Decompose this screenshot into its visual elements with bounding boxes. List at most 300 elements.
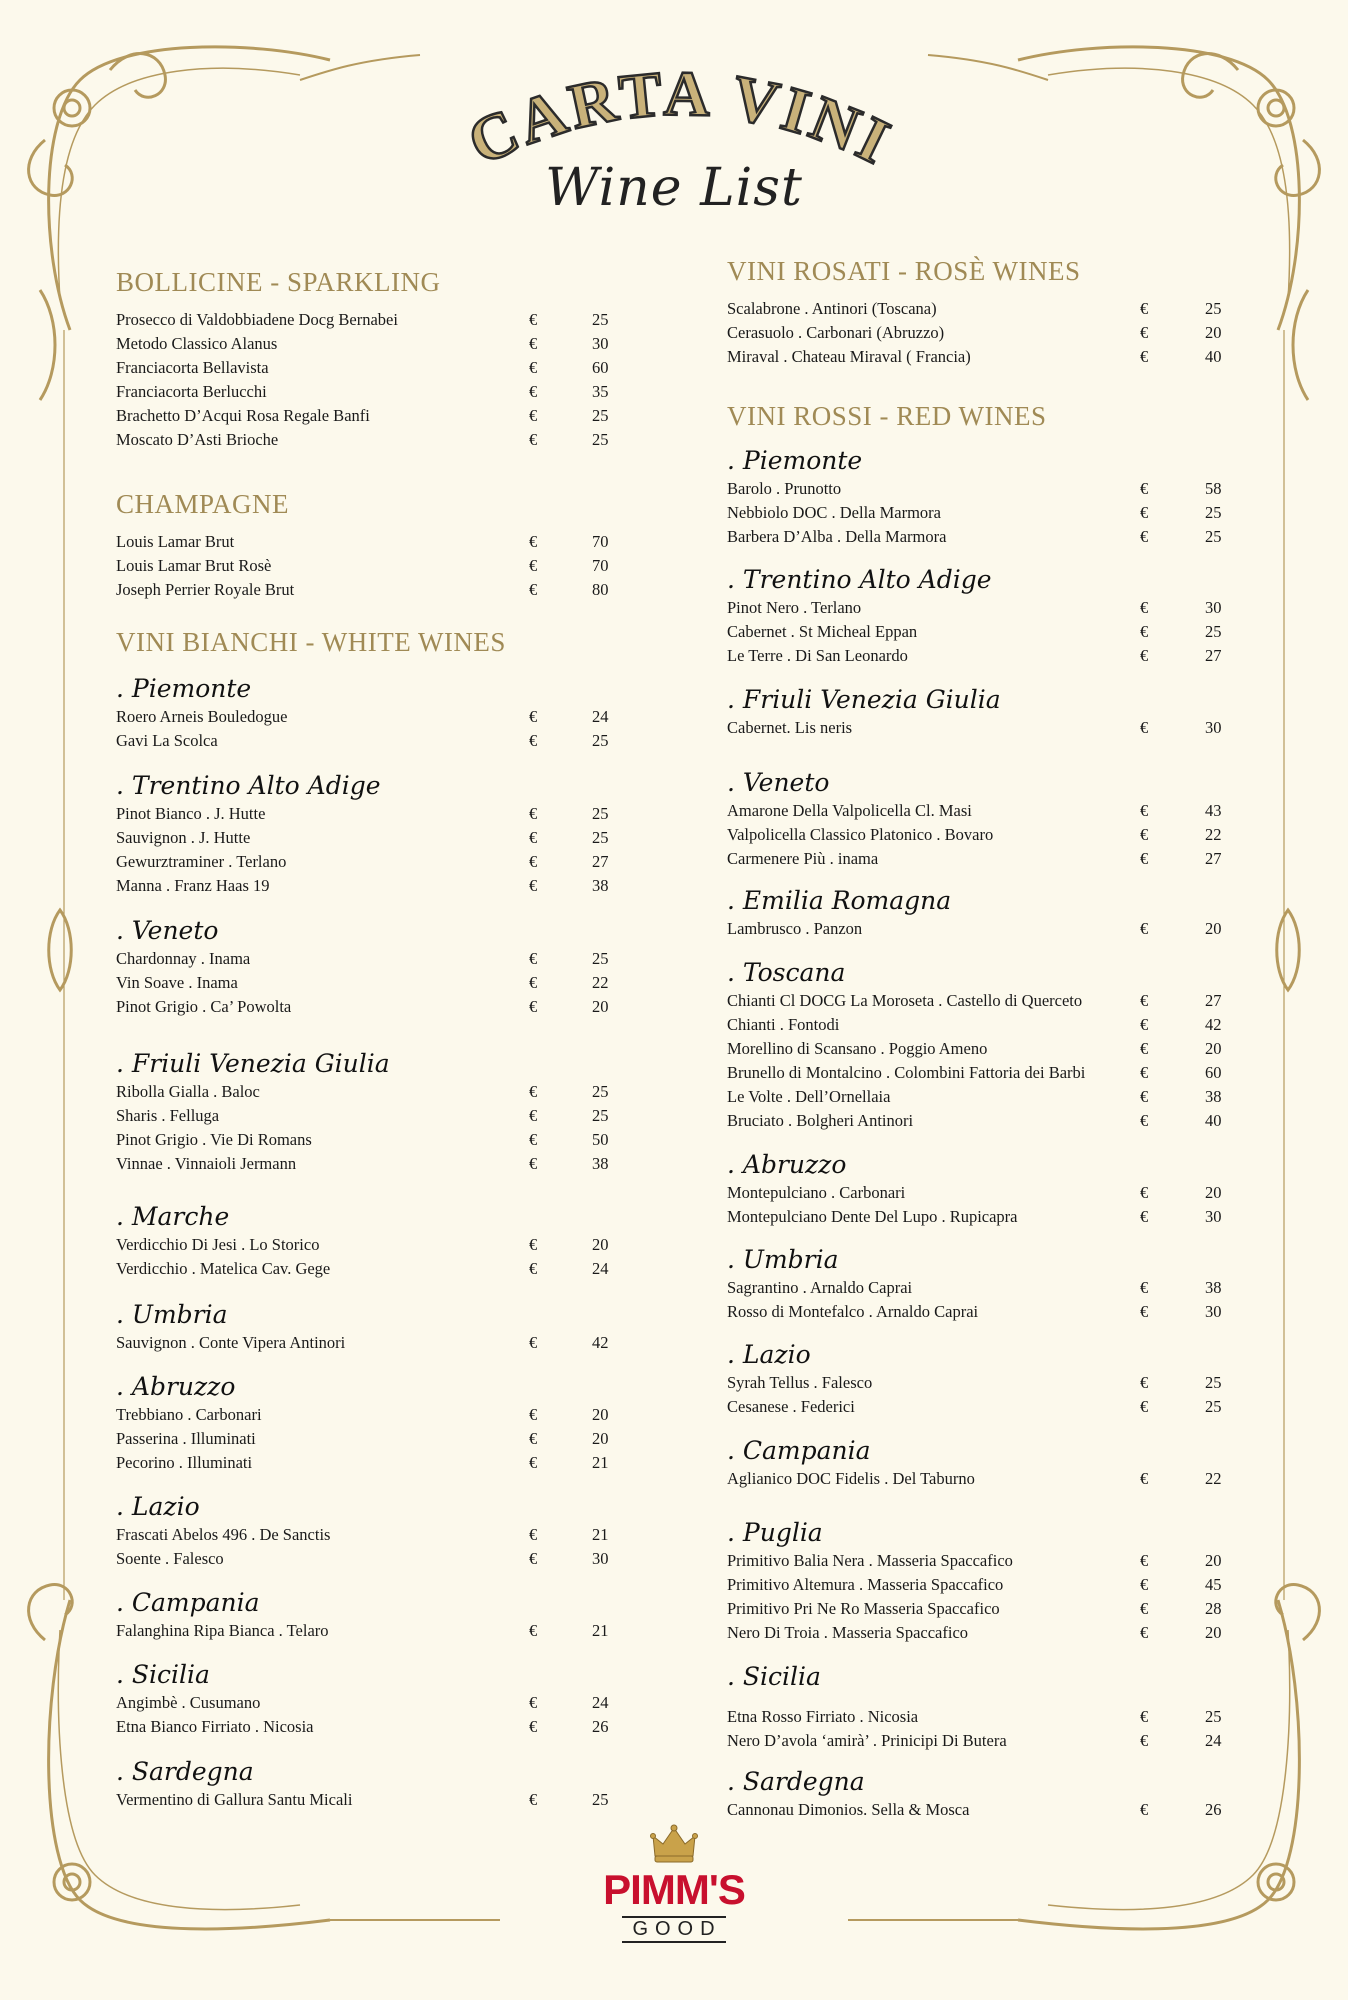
region-title: . Marche: [116, 1202, 230, 1231]
currency-symbol: €: [1140, 1207, 1149, 1226]
currency-symbol: €: [529, 310, 538, 329]
region-group: [116, 916, 636, 1019]
currency-symbol: €: [1140, 1623, 1149, 1642]
currency-symbol: €: [529, 1235, 538, 1254]
currency-symbol: €: [1140, 849, 1149, 868]
wine-name: Louis Lamar Brut: [116, 532, 235, 551]
wine-price: 60: [592, 358, 609, 377]
wine-name: Chianti Cl DOCG La Moroseta . Castello di Querceto: [727, 991, 1083, 1010]
wine-price: 40: [1205, 347, 1222, 366]
section-title: VINI ROSSI - RED WINES: [727, 401, 1047, 431]
currency-symbol: €: [1140, 1707, 1149, 1726]
wine-row: [727, 1798, 1227, 1822]
wine-name: Nebbiolo DOC . Della Marmora: [727, 503, 941, 522]
region-group: [727, 886, 1227, 941]
wine-name: Primitivo Pri Ne Ro Masseria Spaccafico: [727, 1599, 1000, 1618]
currency-symbol: €: [529, 1130, 538, 1149]
wine-price: 27: [592, 852, 609, 871]
wine-name: Frascati Abelos 496 . De Sanctis: [116, 1525, 331, 1544]
currency-symbol: €: [529, 556, 538, 575]
wine-row: [727, 1013, 1227, 1037]
region-group: [116, 1202, 636, 1281]
wine-price: 30: [1205, 1207, 1222, 1226]
wine-price: 25: [592, 731, 609, 750]
wine-price: 25: [592, 949, 609, 968]
region-title: . Piemonte: [116, 674, 252, 703]
wine-name: Ribolla Gialla . Baloc: [116, 1082, 260, 1101]
wine-name: Roero Arneis Bouledogue: [116, 707, 288, 726]
wine-row: [116, 1128, 636, 1152]
wine-price: 27: [1205, 849, 1222, 868]
wine-list: [116, 530, 636, 602]
wine-row: [727, 644, 1227, 668]
wine-name: Brachetto D’Acqui Rosa Regale Banfi: [116, 406, 370, 425]
currency-symbol: €: [1140, 1551, 1149, 1570]
wine-name: Etna Rosso Firriato . Nicosia: [727, 1707, 919, 1726]
region-group: [727, 958, 1227, 1133]
region-group: [727, 1767, 1227, 1822]
currency-symbol: €: [529, 876, 538, 895]
wine-list: [116, 802, 636, 898]
wine-row: [727, 477, 1227, 501]
wine-list: [727, 989, 1227, 1133]
brand-name: PIMM'S: [603, 1866, 745, 1913]
wine-list: [727, 1467, 1227, 1491]
wine-row: [727, 1276, 1227, 1300]
wine-name: Soente . Falesco: [116, 1549, 224, 1568]
wine-row: [116, 356, 636, 380]
wine-row: [116, 1080, 636, 1104]
wine-price: 35: [592, 382, 609, 401]
currency-symbol: €: [1140, 646, 1149, 665]
wine-row: [727, 297, 1227, 321]
region-group: [727, 1150, 1227, 1229]
wine-row: [727, 596, 1227, 620]
wine-row: [116, 578, 636, 602]
wine-name: Valpolicella Classico Platonico . Bovaro: [727, 825, 994, 844]
currency-symbol: €: [529, 1693, 538, 1712]
wine-name: Sauvignon . Conte Vipera Antinori: [116, 1333, 346, 1352]
currency-symbol: €: [1140, 1063, 1149, 1082]
wine-list: [727, 799, 1227, 871]
wine-row: [116, 1403, 636, 1427]
wine-price: 80: [592, 580, 609, 599]
wine-price: 42: [592, 1333, 609, 1352]
wine-price: 20: [592, 1429, 609, 1448]
wine-name: Cabernet. Lis neris: [727, 718, 853, 737]
region-title: . Toscana: [727, 958, 846, 987]
wine-row: [116, 380, 636, 404]
currency-symbol: €: [529, 1525, 538, 1544]
wine-row: [116, 308, 636, 332]
wine-row: [116, 1715, 636, 1739]
wine-name: Le Terre . Di San Leonardo: [727, 646, 908, 665]
currency-symbol: €: [529, 1717, 538, 1736]
currency-symbol: €: [529, 334, 538, 353]
currency-symbol: €: [529, 828, 538, 847]
wine-list: [727, 297, 1227, 369]
currency-symbol: €: [529, 1453, 538, 1472]
wine-price: 20: [1205, 919, 1222, 938]
wine-price: 43: [1205, 801, 1222, 820]
region-group: [727, 446, 1227, 549]
wine-price: 24: [592, 707, 609, 726]
region-group: [116, 1300, 636, 1355]
wine-price: 25: [592, 828, 609, 847]
wine-name: Gavi La Scolca: [116, 731, 218, 750]
wine-price: 25: [592, 1082, 609, 1101]
wine-price: 27: [1205, 646, 1222, 665]
section-title: BOLLICINE - SPARKLING: [116, 267, 441, 297]
region-title: . Trentino Alto Adige: [116, 771, 381, 800]
region-title: . Abruzzo: [727, 1150, 847, 1179]
section-title: CHAMPAGNE: [116, 489, 290, 519]
wine-row: [116, 995, 636, 1019]
wine-name: Metodo Classico Alanus: [116, 334, 278, 353]
wine-name: Montepulciano . Carbonari: [727, 1183, 906, 1202]
region-group: [727, 565, 1227, 668]
pimms-logo: [596, 1822, 752, 1972]
wine-name: Bruciato . Bolgheri Antinori: [727, 1111, 914, 1130]
wine-price: 30: [1205, 1302, 1222, 1321]
region-title: . Lazio: [116, 1492, 200, 1521]
wine-row: [116, 428, 636, 452]
wine-name: Cannonau Dimonios. Sella & Mosca: [727, 1800, 970, 1819]
currency-symbol: €: [529, 804, 538, 823]
wine-price: 20: [592, 1235, 609, 1254]
wine-list: [727, 1705, 1227, 1753]
region-title: . Piemonte: [727, 446, 863, 475]
wine-name: Vin Soave . Inama: [116, 973, 238, 992]
currency-symbol: €: [529, 949, 538, 968]
currency-symbol: €: [1140, 1302, 1149, 1321]
wine-price: 25: [1205, 622, 1222, 641]
wine-row: [727, 847, 1227, 871]
wine-name: Rosso di Montefalco . Arnaldo Caprai: [727, 1302, 979, 1321]
wine-row: [727, 1549, 1227, 1573]
currency-symbol: €: [1140, 479, 1149, 498]
wine-name: Nero D’avola ‘amirà’ . Prinicipi Di Butera: [727, 1731, 1007, 1750]
wine-name: Moscato D’Asti Brioche: [116, 430, 279, 449]
wine-price: 27: [1205, 991, 1222, 1010]
wine-price: 22: [1205, 1469, 1222, 1488]
region-group: [116, 1757, 636, 1812]
wine-price: 24: [592, 1259, 609, 1278]
wine-row: [116, 971, 636, 995]
region-title: . Veneto: [727, 768, 830, 797]
wine-name: Verdicchio . Matelica Cav. Gege: [116, 1259, 331, 1278]
wine-name: Joseph Perrier Royale Brut: [116, 580, 295, 599]
currency-symbol: €: [1140, 919, 1149, 938]
wine-name: Louis Lamar Brut Rosè: [116, 556, 272, 575]
region-group: [727, 1436, 1227, 1491]
wine-row: [116, 554, 636, 578]
wine-price: 26: [592, 1717, 609, 1736]
region-group: [116, 1049, 636, 1176]
wine-price: 38: [592, 1154, 609, 1173]
currency-symbol: €: [529, 707, 538, 726]
wine-list: [727, 716, 1227, 740]
region-title: . Campania: [116, 1588, 260, 1617]
wine-list: [727, 477, 1227, 549]
region-group: [116, 1588, 636, 1643]
wine-name: Montepulciano Dente Del Lupo . Rupicapra: [727, 1207, 1018, 1226]
wine-name: Sharis . Felluga: [116, 1106, 220, 1125]
region-group: [727, 768, 1227, 871]
wine-list: [727, 596, 1227, 668]
region-group: [727, 1518, 1227, 1645]
currency-symbol: €: [1140, 622, 1149, 641]
wine-list: [116, 1691, 636, 1739]
wine-row: [727, 1573, 1227, 1597]
wine-price: 25: [592, 1790, 609, 1809]
currency-symbol: €: [1140, 718, 1149, 737]
wine-name: Miraval . Chateau Miraval ( Francia): [727, 347, 971, 366]
currency-symbol: €: [1140, 1469, 1149, 1488]
wine-list: [116, 1080, 636, 1176]
region-title: . Umbria: [116, 1300, 228, 1329]
wine-name: Angimbè . Cusumano: [116, 1693, 261, 1712]
region-title: . Puglia: [727, 1518, 823, 1547]
currency-symbol: €: [529, 1621, 538, 1640]
wine-name: Primitivo Altemura . Masseria Spaccafico: [727, 1575, 1004, 1594]
wine-name: Chardonnay . Inama: [116, 949, 251, 968]
wine-price: 21: [592, 1525, 609, 1544]
wine-row: [116, 802, 636, 826]
wine-row: [727, 1621, 1227, 1645]
wine-name: Chianti . Fontodi: [727, 1015, 840, 1034]
wine-name: Amarone Della Valpolicella Cl. Masi: [727, 801, 972, 820]
wine-row: [116, 1547, 636, 1571]
currency-symbol: €: [529, 532, 538, 551]
wine-row: [727, 1300, 1227, 1324]
wine-price: 25: [592, 430, 609, 449]
wine-name: Primitivo Balia Nera . Masseria Spaccafico: [727, 1551, 1013, 1570]
wine-row: [116, 1619, 636, 1643]
wine-price: 40: [1205, 1111, 1222, 1130]
wine-price: 25: [1205, 1397, 1222, 1416]
currency-symbol: €: [529, 1429, 538, 1448]
wine-row: [116, 1104, 636, 1128]
wine-name: Sagrantino . Arnaldo Caprai: [727, 1278, 913, 1297]
wine-price: 38: [592, 876, 609, 895]
currency-symbol: €: [529, 852, 538, 871]
wine-list: [727, 1549, 1227, 1645]
wine-price: 25: [592, 406, 609, 425]
currency-symbol: €: [1140, 1015, 1149, 1034]
wine-row: [727, 989, 1227, 1013]
region-title: . Abruzzo: [116, 1372, 236, 1401]
wine-row: [727, 1205, 1227, 1229]
section-champagne: [116, 489, 636, 602]
currency-symbol: €: [529, 997, 538, 1016]
currency-symbol: €: [1140, 503, 1149, 522]
currency-symbol: €: [1140, 1800, 1149, 1819]
wine-row: [116, 826, 636, 850]
currency-symbol: €: [529, 1405, 538, 1424]
wine-row: [116, 1451, 636, 1475]
currency-symbol: €: [529, 406, 538, 425]
wine-price: 25: [592, 1106, 609, 1125]
wine-row: [116, 1257, 636, 1281]
wine-name: Aglianico DOC Fidelis . Del Taburno: [727, 1469, 975, 1488]
wine-name: Pecorino . Illuminati: [116, 1453, 253, 1472]
wine-row: [727, 1395, 1227, 1419]
wine-name: Franciacorta Berlucchi: [116, 382, 267, 401]
wine-name: Barbera D’Alba . Della Marmora: [727, 527, 947, 546]
brand-tagline: GOOD: [622, 1916, 725, 1943]
wine-row: [727, 1729, 1227, 1753]
wine-price: 20: [1205, 1039, 1222, 1058]
currency-symbol: €: [1140, 323, 1149, 342]
wine-price: 25: [592, 310, 609, 329]
wine-name: Vermentino di Gallura Santu Micali: [116, 1790, 353, 1809]
wine-name: Scalabrone . Antinori (Toscana): [727, 299, 937, 318]
page-subtitle: Wine List: [545, 158, 803, 218]
wine-row: [116, 850, 636, 874]
currency-symbol: €: [1140, 1373, 1149, 1392]
region-group: [116, 1660, 636, 1739]
wine-row: [116, 404, 636, 428]
wine-price: 25: [1205, 1707, 1222, 1726]
section-rose-wines: [727, 256, 1227, 369]
wine-row: [727, 1085, 1227, 1109]
wine-name: Pinot Nero . Terlano: [727, 598, 862, 617]
wine-row: [727, 917, 1227, 941]
currency-symbol: €: [529, 731, 538, 750]
wine-row: [727, 1037, 1227, 1061]
wine-row: [116, 1788, 636, 1812]
wine-price: 70: [592, 532, 609, 551]
wine-price: 42: [1205, 1015, 1222, 1034]
section-title: VINI BIANCHI - WHITE WINES: [116, 627, 506, 657]
currency-symbol: €: [529, 1154, 538, 1173]
wine-list: [116, 1233, 636, 1281]
wine-name: Manna . Franz Haas 19: [116, 876, 270, 895]
section-red-wines: [727, 401, 1227, 442]
wine-row: [116, 332, 636, 356]
wine-price: 25: [1205, 299, 1222, 318]
wine-row: [727, 716, 1227, 740]
wine-price: 21: [592, 1621, 609, 1640]
wine-name: Pinot Grigio . Vie Di Romans: [116, 1130, 312, 1149]
wine-list: [116, 947, 636, 1019]
currency-symbol: €: [529, 1259, 538, 1278]
wine-row: [727, 345, 1227, 369]
wine-price: 24: [592, 1693, 609, 1712]
wine-price: 30: [592, 334, 609, 353]
region-group: [727, 1340, 1227, 1419]
wine-name: Verdicchio Di Jesi . Lo Storico: [116, 1235, 320, 1254]
currency-symbol: €: [1140, 1599, 1149, 1618]
wine-list: [727, 1181, 1227, 1229]
wine-name: Barolo . Prunotto: [727, 479, 842, 498]
wine-name: Sauvignon . J. Hutte: [116, 828, 251, 847]
currency-symbol: €: [529, 1333, 538, 1352]
wine-name: Passerina . Illuminati: [116, 1429, 256, 1448]
region-title: . Trentino Alto Adige: [727, 565, 992, 594]
wine-row: [116, 1152, 636, 1176]
wine-row: [727, 501, 1227, 525]
region-title: . Lazio: [727, 1340, 811, 1369]
wine-row: [116, 947, 636, 971]
wine-row: [727, 1705, 1227, 1729]
section-title: VINI ROSATI - ROSÈ WINES: [727, 256, 1081, 286]
wine-price: 70: [592, 556, 609, 575]
wine-row: [116, 1427, 636, 1451]
wine-row: [116, 729, 636, 753]
wine-row: [116, 705, 636, 729]
wine-row: [727, 321, 1227, 345]
region-title: . Emilia Romagna: [727, 886, 952, 915]
currency-symbol: €: [1140, 825, 1149, 844]
currency-symbol: €: [529, 430, 538, 449]
wine-price: 28: [1205, 1599, 1222, 1618]
wine-name: Brunello di Montalcino . Colombini Fattoria dei Barbi: [727, 1063, 1086, 1082]
wine-list: [116, 308, 636, 452]
currency-symbol: €: [1140, 1731, 1149, 1750]
wine-price: 38: [1205, 1278, 1222, 1297]
currency-symbol: €: [1140, 1039, 1149, 1058]
wine-name: Vinnae . Vinnaioli Jermann: [116, 1154, 297, 1173]
wine-list: [727, 1276, 1227, 1324]
wine-price: 20: [1205, 1183, 1222, 1202]
currency-symbol: €: [529, 1549, 538, 1568]
wine-row: [116, 1233, 636, 1257]
region-title: . Friuli Venezia Giulia: [727, 685, 1001, 714]
wine-row: [727, 1061, 1227, 1085]
wine-name: Nero Di Troia . Masseria Spaccafico: [727, 1623, 969, 1642]
region-group: [116, 674, 636, 753]
region-group: [727, 1245, 1227, 1324]
wine-price: 60: [1205, 1063, 1222, 1082]
wine-price: 58: [1205, 479, 1222, 498]
wine-price: 22: [1205, 825, 1222, 844]
wine-list: [727, 1798, 1227, 1822]
region-group: [116, 1372, 636, 1475]
region-title: . Friuli Venezia Giulia: [116, 1049, 390, 1078]
wine-price: 22: [592, 973, 609, 992]
title-text: CARTA VINI: [457, 70, 904, 179]
currency-symbol: €: [1140, 299, 1149, 318]
wine-price: 20: [1205, 1551, 1222, 1570]
wine-name: Franciacorta Bellavista: [116, 358, 269, 377]
wine-row: [727, 1181, 1227, 1205]
wine-name: Prosecco di Valdobbiadene Docg Bernabei: [116, 310, 398, 329]
wine-name: Morellino di Scansano . Poggio Ameno: [727, 1039, 988, 1058]
region-title: . Campania: [727, 1436, 871, 1465]
currency-symbol: €: [529, 382, 538, 401]
region-title: . Sardegna: [116, 1757, 254, 1786]
currency-symbol: €: [529, 358, 538, 377]
wine-name: Le Volte . Dell’Ornellaia: [727, 1087, 891, 1106]
crown-icon: [649, 1822, 699, 1866]
wine-row: [727, 1597, 1227, 1621]
wine-list: [116, 1523, 636, 1571]
wine-list: [727, 917, 1227, 941]
region-title: . Sicilia: [727, 1662, 821, 1691]
wine-price: 50: [592, 1130, 609, 1149]
wine-list: [116, 1331, 636, 1355]
wine-price: 25: [1205, 503, 1222, 522]
wine-price: 20: [592, 1405, 609, 1424]
currency-symbol: €: [1140, 1575, 1149, 1594]
region-group: [116, 771, 636, 898]
currency-symbol: €: [1140, 527, 1149, 546]
currency-symbol: €: [529, 1082, 538, 1101]
wine-price: 30: [1205, 718, 1222, 737]
wine-price: 25: [1205, 1373, 1222, 1392]
